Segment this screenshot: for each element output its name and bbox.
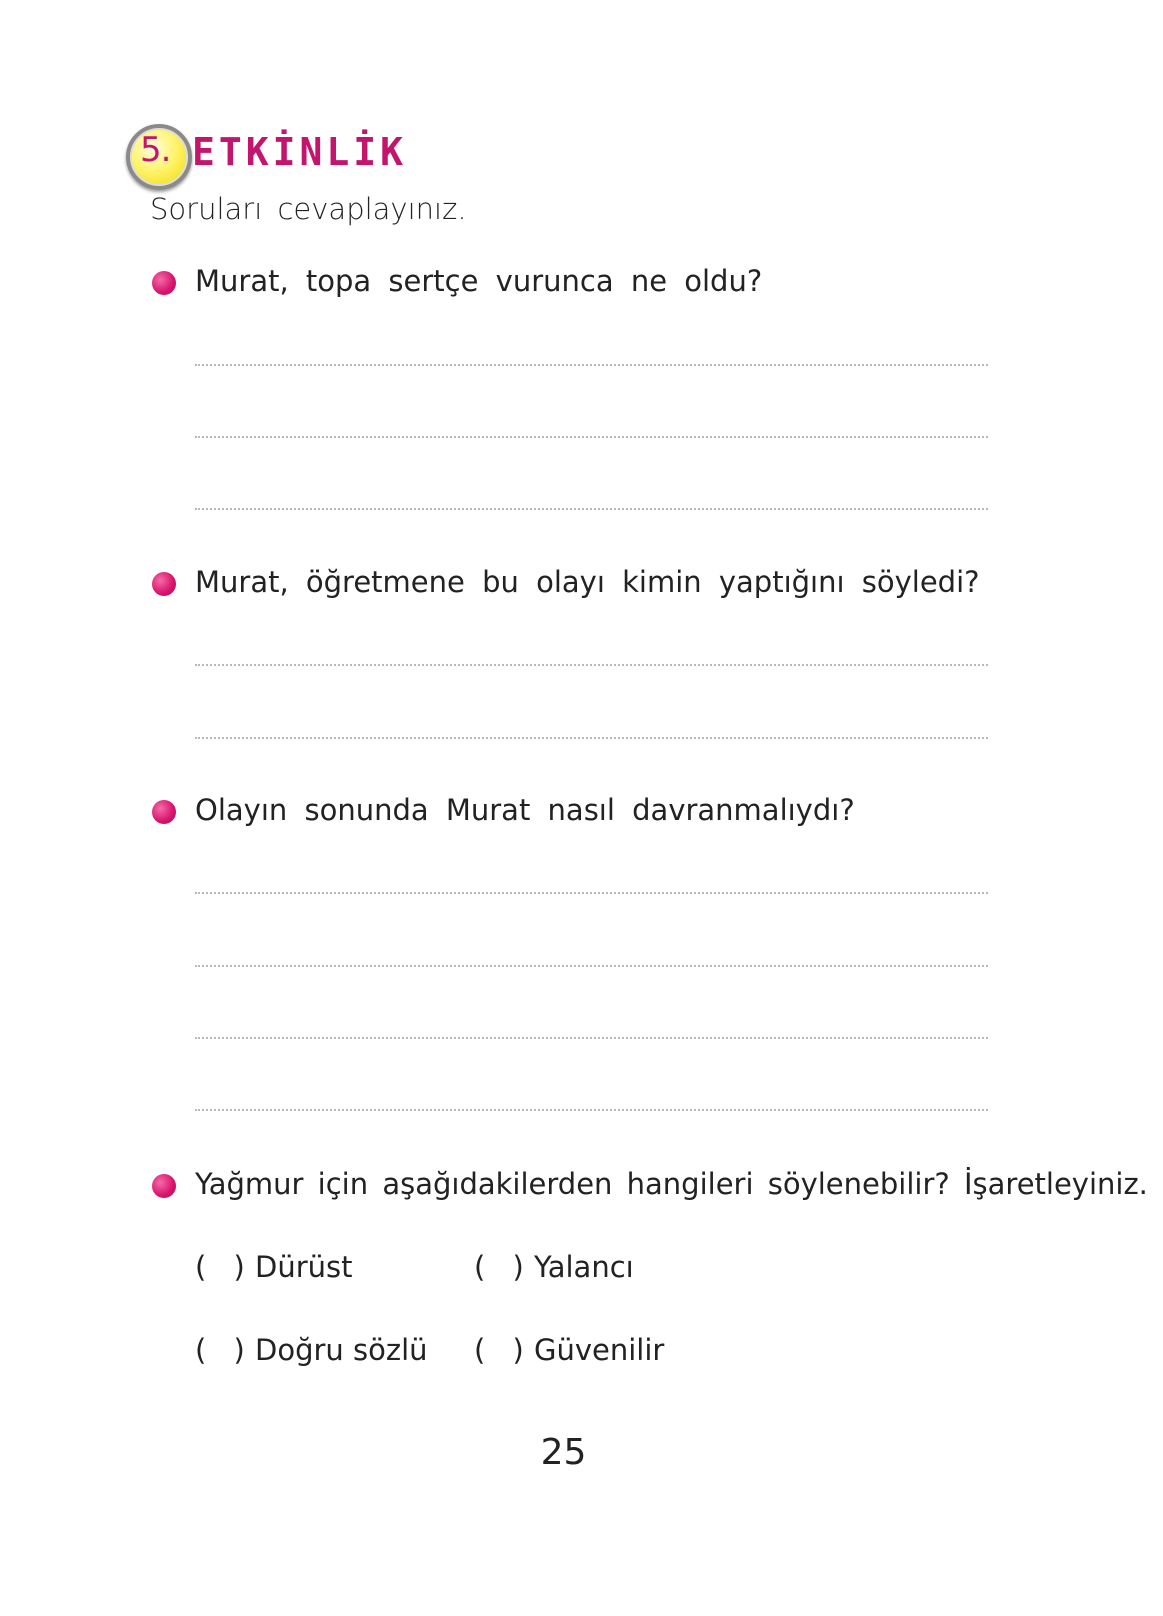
question-2: Murat, öğretmene bu olayı kimin yaptığını söyledi? (195, 565, 980, 599)
question-4: Yağmur için aşağıdakilerden hangileri söylenebilir? İşaretleyiniz. (195, 1167, 1148, 1201)
page-number: 25 (540, 1432, 587, 1473)
option-box[interactable]: ( ) (474, 1333, 524, 1367)
option-checkbox[interactable] (474, 1250, 634, 1284)
question-3: Olayın sonunda Murat nasıl davranmalıydı? (195, 793, 855, 827)
activity-number: 5. (140, 130, 171, 170)
option-box[interactable]: ( ) (195, 1333, 245, 1367)
option-label: Dürüst (255, 1250, 353, 1284)
bullet-icon (152, 1174, 176, 1198)
option-box[interactable]: ( ) (474, 1250, 524, 1284)
answer-line[interactable] (195, 664, 988, 666)
bullet-icon (152, 800, 176, 824)
bullet-icon (152, 271, 176, 295)
option-checkbox[interactable] (474, 1333, 664, 1367)
question-1: Murat, topa sertçe vurunca ne oldu? (195, 264, 763, 298)
bullet-icon (152, 572, 176, 596)
option-box[interactable]: ( ) (195, 1250, 245, 1284)
answer-line[interactable] (195, 892, 988, 894)
answer-line[interactable] (195, 364, 988, 366)
answer-line[interactable] (195, 1109, 988, 1111)
answer-line[interactable] (195, 965, 988, 967)
option-label: Doğru sözlü (255, 1333, 428, 1367)
activity-title: ETKİNLİK (192, 130, 408, 174)
answer-line[interactable] (195, 436, 988, 438)
instruction: Soruları cevaplayınız. (150, 192, 467, 226)
answer-line[interactable] (195, 737, 988, 739)
option-checkbox[interactable] (195, 1333, 428, 1367)
answer-line[interactable] (195, 508, 988, 510)
option-label: Güvenilir (534, 1333, 665, 1367)
option-label: Yalancı (534, 1250, 634, 1284)
answer-line[interactable] (195, 1037, 988, 1039)
option-checkbox[interactable] (195, 1250, 353, 1284)
